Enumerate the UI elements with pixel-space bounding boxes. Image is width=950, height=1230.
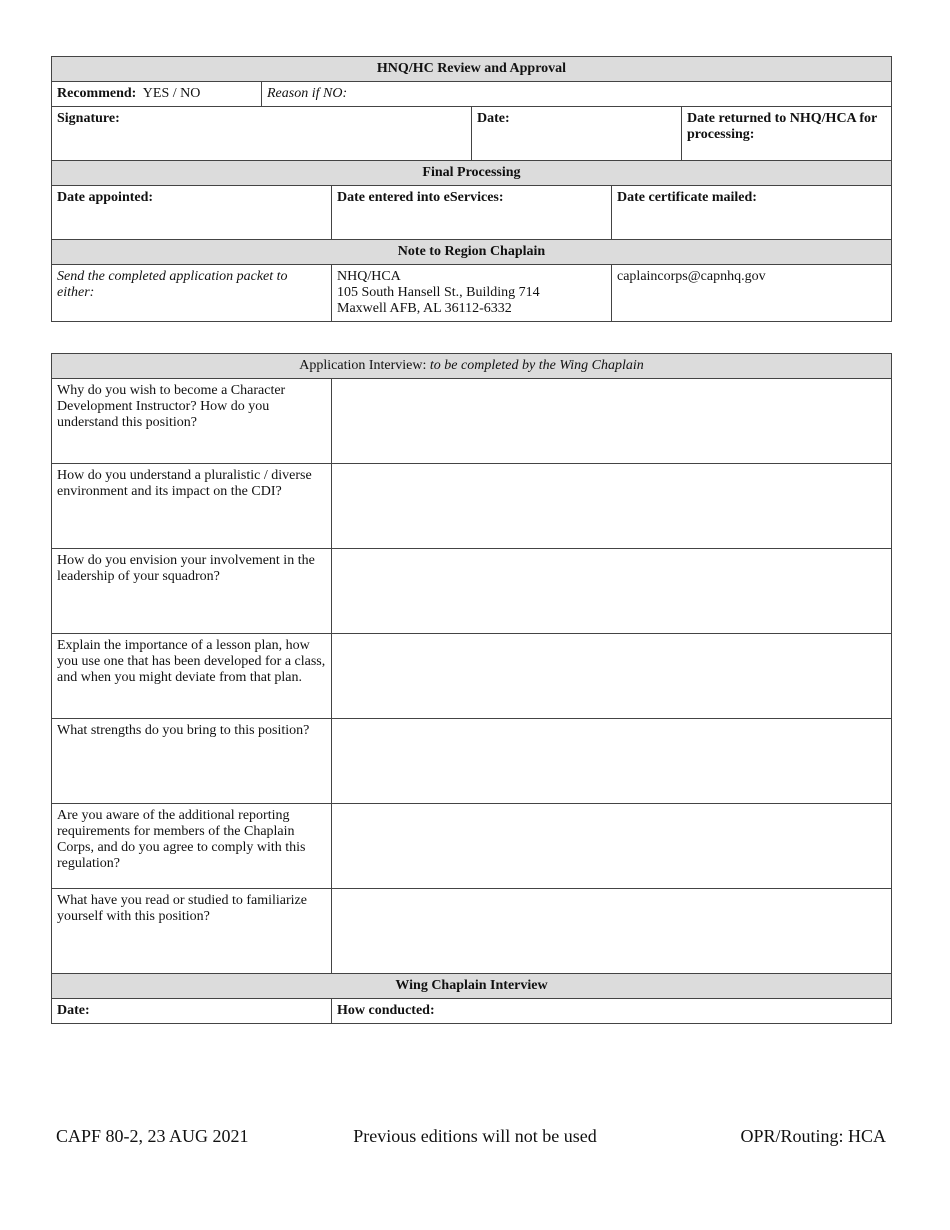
- question-cell: Why do you wish to become a Character Development Instructor? How do you understand this position?: [52, 379, 332, 464]
- question-cell: How do you understand a pluralistic / diverse environment and its impact on the CDI?: [52, 464, 332, 549]
- email-cell: [612, 265, 892, 322]
- date-appointed-label: Date appointed:: [57, 190, 154, 205]
- answer-field[interactable]: [332, 379, 892, 464]
- final-section-title: Final Processing: [52, 161, 892, 186]
- interview-date-field[interactable]: [52, 999, 332, 1024]
- answer-field[interactable]: [332, 464, 892, 549]
- recommend-cell[interactable]: [52, 82, 262, 107]
- address-line-2: 105 South Hansell St., Building 714: [337, 285, 540, 300]
- interview-table: [51, 353, 892, 1024]
- interview-title-prefix: Application Interview:: [299, 358, 430, 373]
- date-mailed-field[interactable]: [612, 186, 892, 240]
- question-cell: How do you envision your involvement in the leadership of your squadron?: [52, 549, 332, 634]
- send-label: Send the completed application packet to either:: [57, 269, 288, 300]
- question-cell: What have you read or studied to familiarize yourself with this position?: [52, 889, 332, 974]
- opr-routing: OPR/Routing: HCA: [740, 1126, 886, 1146]
- answer-field[interactable]: [332, 549, 892, 634]
- reason-label: Reason if NO:: [267, 86, 348, 101]
- question-cell: Are you aware of the additional reporting requirements for members of the Chaplain Corps, and do you agree to comply with this regulation?: [52, 804, 332, 889]
- signature-field[interactable]: [52, 107, 472, 161]
- address-line-3: Maxwell AFB, AL 36112-6332: [337, 301, 512, 316]
- date-appointed-field[interactable]: [52, 186, 332, 240]
- answer-field[interactable]: [332, 634, 892, 719]
- review-section-title: HNQ/HC Review and Approval: [52, 57, 892, 82]
- answer-field[interactable]: [332, 719, 892, 804]
- reason-field[interactable]: [262, 82, 892, 107]
- note-section-title: Note to Region Chaplain: [52, 240, 892, 265]
- interview-section-title: [52, 354, 892, 379]
- signature-label: Signature:: [57, 111, 120, 126]
- recommend-label: Recommend:: [57, 86, 137, 101]
- date-returned-field[interactable]: [682, 107, 892, 161]
- review-date-label: Date:: [477, 111, 510, 126]
- answer-field[interactable]: [332, 889, 892, 974]
- date-entered-field[interactable]: [332, 186, 612, 240]
- editions-note: Previous editions will not be used: [353, 1126, 597, 1146]
- review-date-field[interactable]: [472, 107, 682, 161]
- date-entered-label: Date entered into eServices:: [337, 190, 504, 205]
- recommend-options[interactable]: YES / NO: [142, 86, 201, 101]
- question-cell: Explain the importance of a lesson plan, how you use one that has been developed for a class, and when you might deviate from that plan.: [52, 634, 332, 719]
- send-to-cell: [52, 265, 332, 322]
- question-cell: What strengths do you bring to this position?: [52, 719, 332, 804]
- how-conducted-field[interactable]: [332, 999, 892, 1024]
- review-approval-table: [51, 56, 892, 322]
- date-mailed-label: Date certificate mailed:: [617, 190, 757, 205]
- email-address: caplaincorps@capnhq.gov: [617, 269, 766, 284]
- mailing-address: [332, 265, 612, 322]
- form-id: CAPF 80-2, 23 AUG 2021: [56, 1126, 249, 1146]
- interview-date-label: Date:: [57, 1003, 90, 1018]
- interview-title-italic: to be completed by the Wing Chaplain: [429, 358, 644, 373]
- answer-field[interactable]: [332, 804, 892, 889]
- date-returned-label: Date returned to NHQ/HCA for processing:: [687, 111, 878, 142]
- wing-interview-title: Wing Chaplain Interview: [52, 974, 892, 999]
- how-conducted-label: How conducted:: [337, 1003, 435, 1018]
- address-line-1: NHQ/HCA: [337, 269, 401, 284]
